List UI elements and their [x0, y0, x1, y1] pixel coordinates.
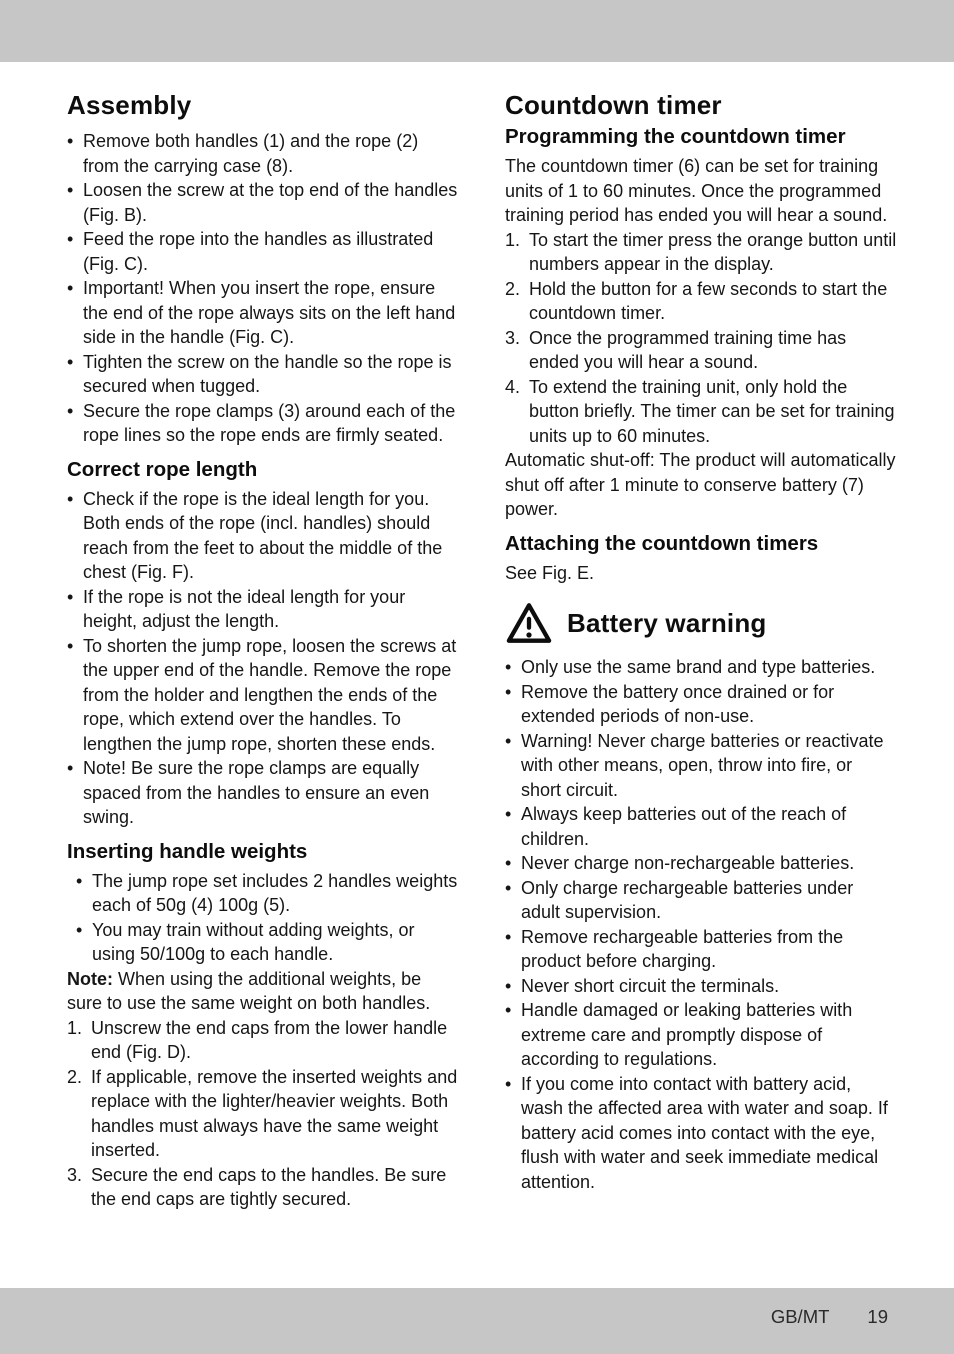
list-item: • Secure the rope clamps (3) around each of the rope lines so the rope ends are firmly seated.	[67, 399, 459, 448]
footer-bar	[0, 1288, 954, 1354]
handle-weights-steps	[67, 1016, 459, 1212]
list-item: • The jump rope set includes 2 handles weights each of 50g (4) 100g (5).	[70, 869, 459, 918]
programming-intro: The countdown timer (6) can be set for training units of 1 to 60 minutes. Once the programmed training period has ended you will hear a sound.	[505, 156, 888, 225]
numbered-step	[505, 228, 897, 277]
numbered-step	[505, 375, 897, 449]
footer-language-label: GB/MT	[770, 1306, 830, 1327]
weights-note	[67, 967, 459, 1016]
programming-steps	[505, 228, 897, 449]
list-item: • Only use the same brand and type batteries.	[505, 655, 897, 680]
step-text: To extend the training unit, only hold the button briefly. The timer can be set for training units up to 60 minutes.	[529, 376, 895, 446]
handle-weights-bullet-list	[67, 869, 459, 967]
step-number: 3.	[505, 327, 521, 348]
list-item: • If the rope is not the ideal length for your height, adjust the length.	[67, 585, 459, 634]
list-item: • Always keep batteries out of the reach of children.	[505, 802, 897, 851]
step-number: 1.	[505, 229, 521, 250]
battery-warning-heading: Battery warning	[567, 608, 767, 638]
step-text: Unscrew the end caps from the lower handle end (Fig. D).	[91, 1017, 448, 1062]
list-item: • Remove the battery once drained or for extended periods of non-use.	[505, 680, 897, 729]
numbered-step	[67, 1065, 459, 1163]
top-gray-bar	[0, 0, 954, 62]
page-content	[67, 90, 897, 1212]
footer-page-number: 19	[867, 1306, 888, 1327]
list-item: • Only charge rechargeable batteries under adult supervision.	[505, 876, 897, 925]
list-item: • Feed the rope into the handles as illustrated (Fig. C).	[67, 227, 459, 276]
list-item: • Tighten the screw on the handle so the rope is secured when tugged.	[67, 350, 459, 399]
step-text: Once the programmed training time has ended you will hear a sound.	[529, 327, 847, 372]
step-number: 3.	[67, 1164, 83, 1185]
note-label: Note:	[67, 968, 113, 989]
list-item: • Warning! Never charge batteries or reactivate with other means, open, throw into fire, or short circuit.	[505, 729, 897, 803]
note-text: When using the additional weights, be sure to use the same weight on both handles.	[67, 968, 431, 1013]
list-item: • Handle damaged or leaking batteries with extreme care and promptly dispose of according to regulations.	[505, 998, 897, 1072]
list-item: • Loosen the screw at the top end of the handles (Fig. B).	[67, 178, 459, 227]
countdown-timer-heading: Countdown timer	[505, 90, 722, 120]
numbered-step	[67, 1163, 459, 1212]
programming-heading: Programming the countdown timer	[505, 125, 846, 148]
battery-warning-bullet-list	[505, 655, 897, 1194]
step-text: Hold the button for a few seconds to start the countdown timer.	[529, 278, 888, 323]
list-item: • If you come into contact with battery acid, wash the affected area with water and soap. If battery acid comes into contact with the eye, flush with water and seek immediate medical attention.	[505, 1072, 897, 1195]
list-item: • Check if the rope is the ideal length for you. Both ends of the rope (incl. handles) should reach from the feet to about the middle of the chest (Fig. F).	[67, 487, 459, 585]
step-text: Secure the end caps to the handles. Be sure the end caps are tightly secured.	[91, 1164, 447, 1209]
list-item: • Never short circuit the terminals.	[505, 974, 897, 999]
auto-shutoff-paragraph: Automatic shut-off: The product will automatically shut off after 1 minute to conserve battery (7) power.	[505, 450, 896, 519]
assembly-bullet-list	[67, 129, 459, 448]
step-text: To start the timer press the orange button until numbers appear in the display.	[529, 229, 897, 274]
list-item: • Remove both handles (1) and the rope (2) from the carrying case (8).	[67, 129, 459, 178]
rope-length-bullet-list	[67, 487, 459, 830]
attaching-text: See Fig. E.	[505, 562, 595, 583]
step-number: 1.	[67, 1017, 83, 1038]
assembly-heading: Assembly	[67, 90, 192, 120]
list-item: • You may train without adding weights, or using 50/100g to each handle.	[70, 918, 459, 967]
numbered-step	[505, 277, 897, 326]
attaching-heading: Attaching the countdown timers	[505, 531, 819, 555]
step-number: 2.	[67, 1066, 83, 1087]
rope-length-heading: Correct rope length	[67, 457, 258, 481]
list-item: • Note! Be sure the rope clamps are equally spaced from the handles to ensure an even swing.	[67, 756, 459, 830]
list-item: • To shorten the jump rope, loosen the screws at the upper end of the handle. Remove the rope from the holder and lengthen the ends of the rope, which extend over the handles. To lengthen the jump rope, shorten these ends.	[67, 634, 459, 757]
right-column	[505, 90, 897, 1212]
numbered-step	[67, 1016, 459, 1065]
numbered-step	[505, 326, 897, 375]
list-item: • Never charge non-rechargeable batteries.	[505, 851, 897, 876]
step-number: 2.	[505, 278, 521, 299]
step-number: 4.	[505, 376, 521, 397]
list-item: • Remove rechargeable batteries from the product before charging.	[505, 925, 897, 974]
list-item: • Important! When you insert the rope, ensure the end of the rope always sits on the left hand side in the handle (Fig. C).	[67, 276, 459, 350]
step-text: If applicable, remove the inserted weights and replace with the lighter/heavier weights. Both handles must always have the same weight inserted.	[91, 1066, 458, 1160]
handle-weights-heading: Inserting handle weights	[67, 839, 308, 863]
warning-triangle-icon	[505, 601, 553, 645]
battery-warning-header	[505, 601, 897, 645]
left-column	[67, 90, 459, 1212]
